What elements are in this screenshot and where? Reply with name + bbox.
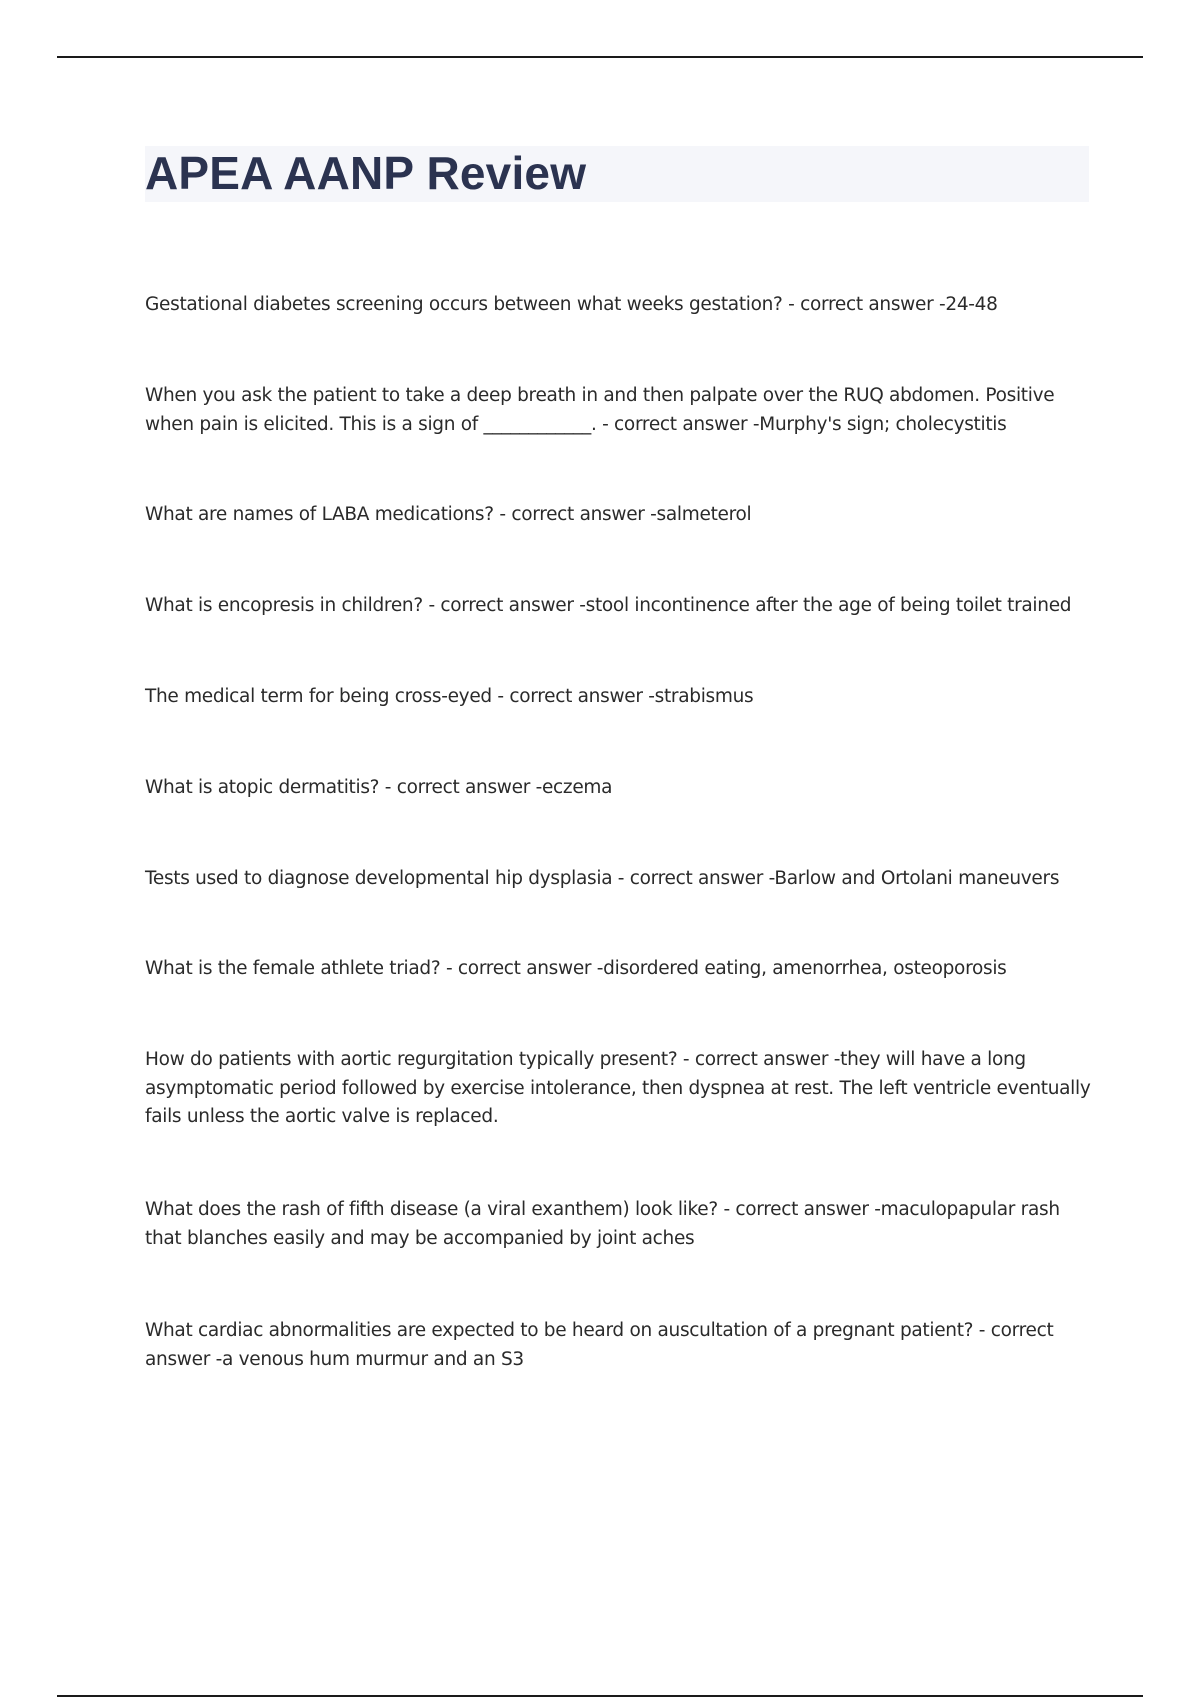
qa-item: What are names of LABA medications? - correct answer -salmeterol [145,504,752,525]
page-title: APEA AANP Review [145,147,587,199]
qa-item: What is the female athlete triad? - correct answer -disordered eating, amenorrhea, osteoporosis [145,958,1007,979]
qa-item: What cardiac abnormalities are expected to be heard on auscultation of a pregnant patient? - correct answer -a venous hum murmur and an S3 [145,1320,1054,1370]
qa-item: Tests used to diagnose developmental hip dysplasia - correct answer -Barlow and Ortolani maneuvers [145,868,1060,889]
qa-item: What is encopresis in children? - correct answer -stool incontinence after the age of being toilet trained [145,595,1072,616]
qa-item: When you ask the patient to take a deep breath in and then palpate over the RUQ abdomen. Positive when pain is elicited. This is a sign of ____________. - correct answer -Murphy's sign; cholecystitis [145,385,1055,435]
qa-item: How do patients with aortic regurgitation typically present? - correct answer -they will have a long asymptomatic period followed by exercise intolerance, then dyspnea at rest. The left ventricle eventually fails unless the aortic valve is replaced. [145,1049,1091,1127]
bottom-divider [57,1695,1143,1697]
qa-item: Gestational diabetes screening occurs between what weeks gestation? - correct answer -24-48 [145,294,998,315]
qa-item: The medical term for being cross-eyed - correct answer -strabismus [145,686,754,707]
top-divider [57,56,1143,58]
qa-item: What is atopic dermatitis? - correct answer -eczema [145,777,613,798]
qa-item: What does the rash of fifth disease (a viral exanthem) look like? - correct answer -maculopapular rash that blanches easily and may be accompanied by joint aches [145,1199,1060,1249]
